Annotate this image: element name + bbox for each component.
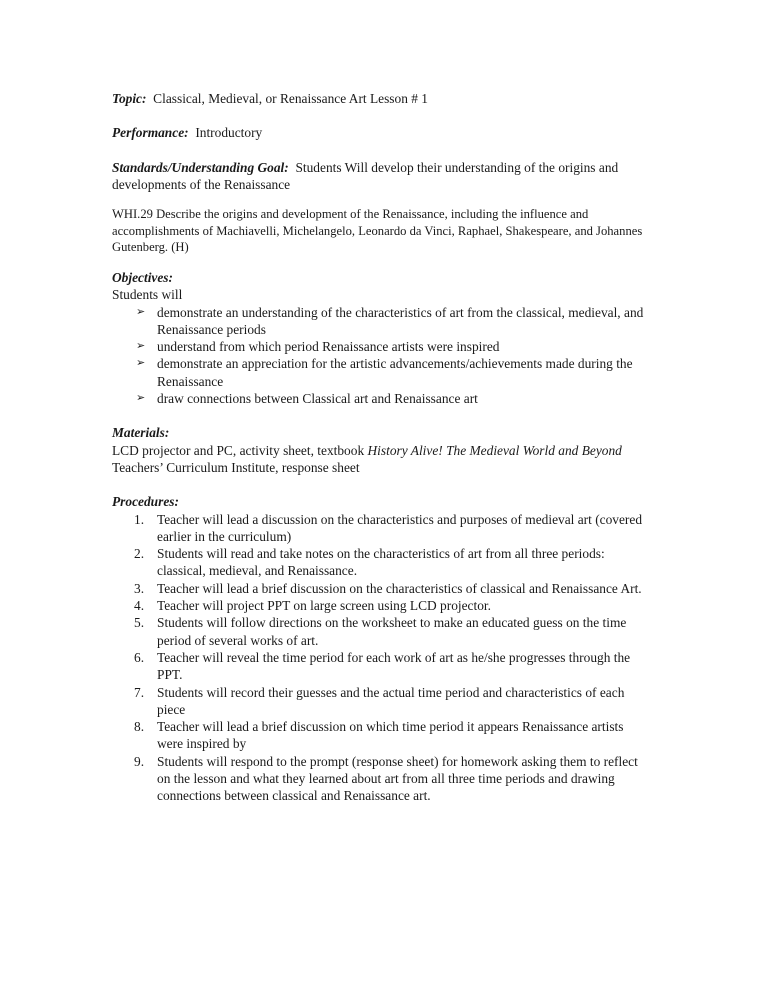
step-number: 9. — [134, 753, 145, 769]
materials-section — [112, 424, 652, 476]
materials-text-after: Teachers’ Curriculum Institute, response sheet — [112, 459, 360, 475]
objective-item — [112, 355, 652, 390]
arrow-bullet-icon: ➢ — [136, 340, 146, 353]
step-number: 4. — [134, 598, 145, 614]
procedure-step — [112, 614, 652, 649]
step-number: 8. — [134, 719, 145, 735]
objectives-intro: Students will — [112, 287, 183, 303]
step-text: Teacher will lead a brief discussion on the characteristics of classical and Renaissance Art. — [157, 580, 642, 596]
objectives-section — [112, 269, 652, 407]
performance-label: Performance: — [112, 125, 189, 141]
procedures-section — [112, 493, 652, 804]
procedure-step — [112, 597, 652, 614]
standards-goal — [112, 159, 652, 194]
objectives-list — [112, 304, 652, 408]
procedures-list — [112, 511, 652, 805]
step-number: 3. — [134, 580, 145, 596]
performance-line — [112, 124, 652, 141]
step-text: Teacher will lead a discussion on the characteristics and purposes of medieval art (covered earlier in the curriculum) — [157, 511, 643, 544]
objective-item — [112, 390, 652, 407]
procedure-step — [112, 649, 652, 684]
topic-line — [112, 90, 652, 107]
step-number: 5. — [134, 615, 145, 631]
step-text: Teacher will project PPT on large screen using LCD projector. — [157, 598, 491, 614]
objectives-heading: Objectives: — [112, 269, 173, 285]
procedure-step — [112, 545, 652, 580]
step-number: 6. — [134, 649, 145, 665]
materials-heading: Materials: — [112, 425, 170, 441]
objective-item — [112, 304, 652, 339]
materials-book-title: History Alive! The Medieval World and Beyond — [367, 442, 622, 458]
step-text: Students will follow directions on the worksheet to make an educated guess on the time period of several works of art. — [157, 615, 627, 648]
arrow-bullet-icon: ➢ — [136, 392, 146, 405]
step-text: Teacher will reveal the time period for each work of art as he/she progresses through the PPT. — [157, 649, 631, 683]
objective-text: understand from which period Renaissance artists were inspired — [157, 339, 500, 355]
procedure-step — [112, 753, 652, 805]
procedure-step — [112, 511, 652, 546]
arrow-bullet-icon: ➢ — [136, 305, 146, 318]
step-text: Students will read and take notes on the characteristics of art from all three periods: classical, medieval, and Renaissance. — [157, 546, 605, 579]
step-number: 2. — [134, 546, 145, 562]
topic-label: Topic: — [112, 91, 147, 106]
arrow-bullet-icon: ➢ — [136, 357, 146, 370]
objective-text: draw connections between Classical art and Renaissance art — [157, 391, 478, 407]
step-text: Teacher will lead a brief discussion on which time period it appears Renaissance artists were inspired by — [157, 719, 624, 752]
objective-text: demonstrate an understanding of the characteristics of art from the classical, medieval, and Renaissance periods — [157, 304, 644, 337]
procedure-step — [112, 684, 652, 719]
performance-text: Introductory — [195, 125, 263, 141]
objective-item — [112, 338, 652, 355]
procedure-step — [112, 580, 652, 597]
standard-whi29: WHI.29 Describe the origins and development of the Renaissance, including the influence and accomplishments of Machiavelli, Michelangelo, Leonardo da Vinci, Raphael, Shakespeare, and Johannes Gutenberg. (H) — [112, 207, 643, 255]
standards-text: Students Will develop their understanding of the origins and developments of the Renaissance — [112, 159, 619, 192]
step-number: 1. — [134, 511, 145, 527]
materials-text — [112, 442, 652, 477]
step-number: 7. — [134, 684, 145, 700]
objective-text: demonstrate an appreciation for the artistic advancements/achievements made during the Renaissance — [157, 356, 633, 389]
materials-text-before: LCD projector and PC, activity sheet, textbook — [112, 442, 368, 458]
step-text: Students will record their guesses and the actual time period and characteristics of each piece — [157, 684, 625, 717]
topic-text: Classical, Medieval, or Renaissance Art Lesson # 1 — [153, 91, 428, 106]
standards-label: Standards/Understanding Goal: — [112, 159, 289, 175]
lesson-plan-document — [112, 90, 652, 805]
procedures-heading: Procedures: — [112, 494, 179, 510]
procedure-step — [112, 718, 652, 753]
step-text: Students will respond to the prompt (response sheet) for homework asking them to reflect on the lesson and what they learned about art from all three time periods and drawing connections between classical and Renaissance art. — [157, 753, 638, 804]
